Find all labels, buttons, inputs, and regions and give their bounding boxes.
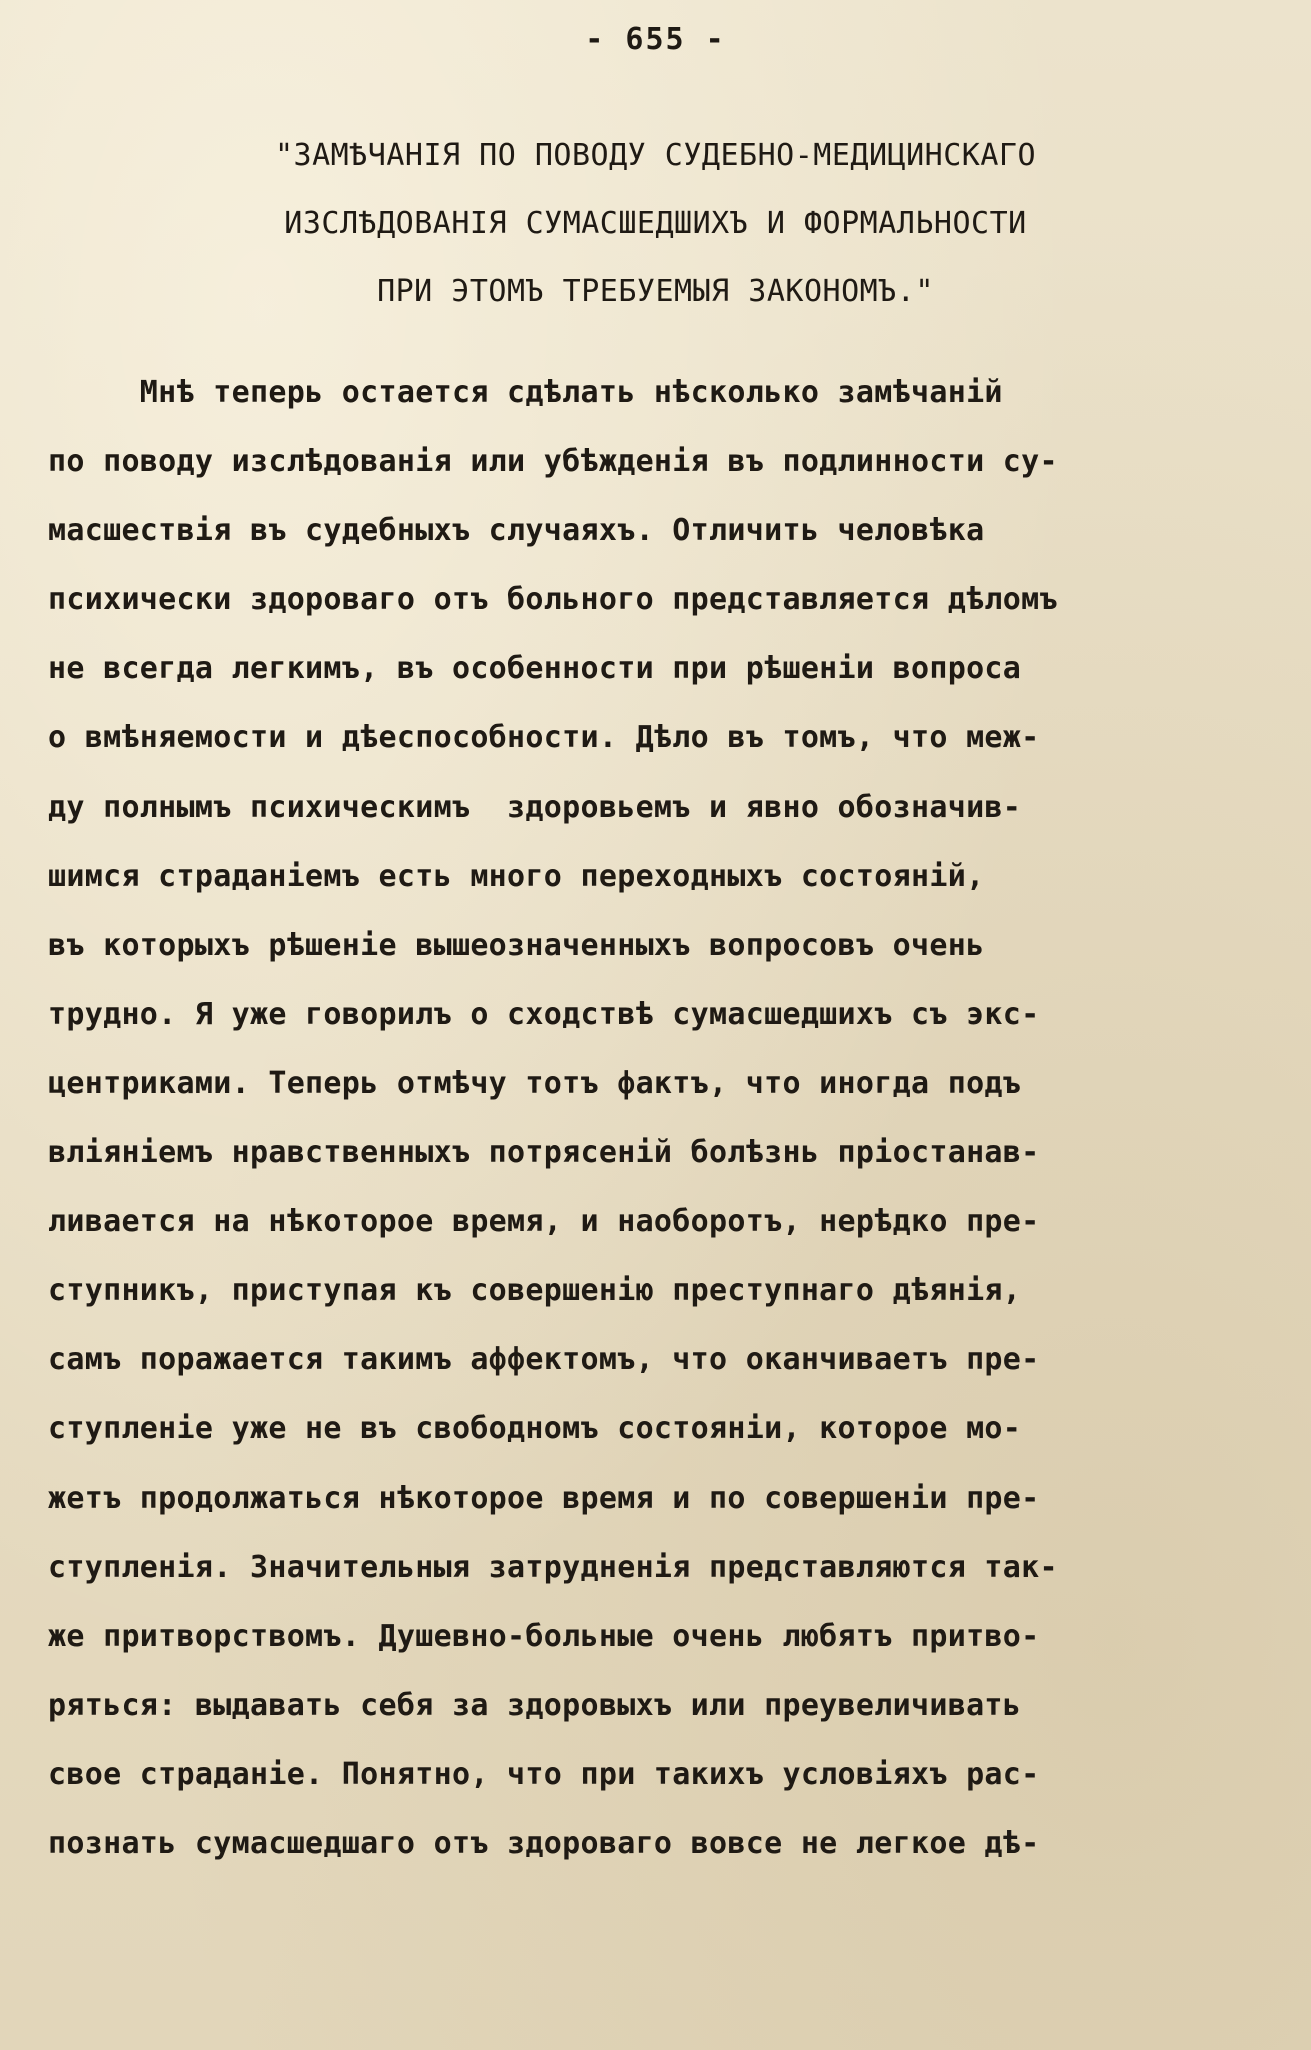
text-line: самъ поражается такимъ аффектомъ, что оканчиваетъ пре- <box>48 1342 1040 1378</box>
page-number: - 655 - <box>585 22 726 57</box>
text-line: жетъ продолжаться нѣкоторое время и по совершеніи пре- <box>48 1480 1040 1516</box>
text-line: о вмѣняемости и дѣеспособности. Дѣло въ томъ, что меж- <box>48 720 1040 756</box>
text-line: ряться: выдавать себя за здоровыхъ или преувеличивать <box>48 1687 1022 1723</box>
title-line: ИЗСЛѢДОВАНІЯ СУМАСШЕДШИХЪ И ФОРМАЛЬНОСТИ <box>284 206 1027 241</box>
text-line: шимся страданіемъ есть много переходныхъ состояній, <box>48 858 985 894</box>
text-line: ступленія. Значительныя затрудненія представляются так- <box>48 1549 1058 1585</box>
text-line: ливается на нѣкоторое время, и наоборотъ, нерѣдко пре- <box>48 1204 1040 1240</box>
text-line: же притворствомъ. Душевно-больные очень любятъ притво- <box>48 1618 1040 1654</box>
body-text <box>48 358 1278 1878</box>
text-line: ду полнымъ психическимъ здоровьемъ и явно обозначив- <box>48 789 1022 825</box>
title-line: ПРИ ЭТОМЪ ТРЕБУЕМЫЯ ЗАКОНОМЪ." <box>377 274 934 309</box>
text-line: ступленіе уже не въ свободномъ состояніи, которое мо- <box>48 1411 1022 1447</box>
text-line: центриками. Теперь отмѣчу тотъ фактъ, что иногда подъ <box>48 1065 1022 1101</box>
text-line: вліяніемъ нравственныхъ потрясеній болѣзнь пріостанав- <box>48 1135 1040 1171</box>
text-line: по поводу изслѣдованія или убѣжденія въ подлинности су- <box>48 444 1058 480</box>
text-line: трудно. Я уже говорилъ о сходствѣ сумасшедшихъ съ экс- <box>48 996 1040 1032</box>
title-line: "ЗАМѢЧАНІЯ ПО ПОВОДУ СУДЕБНО-МЕДИЦИНСКАГО <box>274 138 1037 173</box>
text-line: Мнѣ теперь остается сдѣлать нѣсколько замѣчаній <box>48 375 1003 410</box>
text-line: не всегда легкимъ, въ особенности при рѣшеніи вопроса <box>48 651 1022 687</box>
text-line: свое страданіе. Понятно, что при такихъ условіяхъ рас- <box>48 1756 1040 1792</box>
text-line: масшествія въ судебныхъ случаяхъ. Отличить человѣка <box>48 513 985 549</box>
text-line: ступникъ, приступая къ совершенію преступнаго дѣянія, <box>48 1273 1022 1309</box>
text-line: въ которыхъ рѣшеніе вышеозначенныхъ вопросовъ очень <box>48 927 985 963</box>
document-title <box>0 122 1311 326</box>
text-line: психически здороваго отъ больного представляется дѣломъ <box>48 582 1058 618</box>
text-line: познать сумасшедшаго отъ здороваго вовсе не легкое дѣ- <box>48 1825 1040 1861</box>
